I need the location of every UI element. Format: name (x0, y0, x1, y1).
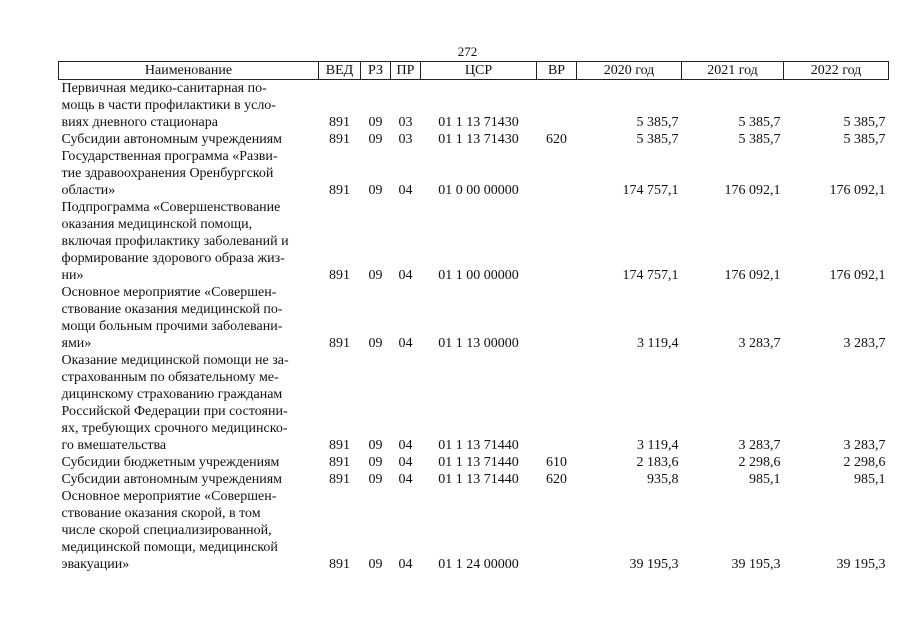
row-rz: 09 (368, 472, 383, 487)
row-rz: 09 (368, 557, 383, 572)
row-ved: 891 (329, 455, 350, 470)
row-ved: 891 (329, 472, 350, 487)
row-name: Субсидии бюджетным учреждениям (61, 455, 280, 470)
header-2022: 2022 год (784, 62, 889, 80)
row-2020: 39 195,3 (629, 557, 679, 572)
row-2020: 935,8 (647, 472, 679, 487)
table-row (59, 148, 889, 199)
row-vr (537, 284, 577, 352)
header-name: Наименование (59, 62, 319, 80)
header-2021: 2021 год (682, 62, 784, 80)
row-2022: 5 385,7 (843, 132, 886, 147)
row-pr: 04 (398, 472, 413, 487)
row-csr: 01 1 13 71430 (438, 115, 519, 130)
table-row (59, 284, 889, 352)
row-csr: 01 0 00 00000 (438, 183, 519, 198)
header-pr: ПР (391, 62, 421, 80)
row-vr: 610 (546, 455, 567, 470)
row-rz: 09 (368, 183, 383, 198)
row-ved: 891 (329, 268, 350, 283)
row-2020: 3 119,4 (637, 336, 679, 351)
row-rz: 09 (368, 438, 383, 453)
row-vr (537, 488, 577, 573)
row-2020: 2 183,6 (636, 455, 679, 470)
row-ved: 891 (329, 183, 350, 198)
row-2020: 5 385,7 (636, 115, 679, 130)
row-name: Оказание медицинской помощи не за- страхованным по обязательному ме- дицинскому страхованию гражданам Российской Федерации при состояни- ях, требующих срочного медицинско- го вмешательства (61, 353, 289, 453)
row-2021: 3 283,7 (738, 438, 781, 453)
row-2021: 2 298,6 (738, 455, 781, 470)
row-rz: 09 (368, 455, 383, 470)
table-row (59, 488, 889, 573)
row-2022: 985,1 (854, 472, 886, 487)
row-name: Субсидии автономным учреждениям (61, 132, 283, 147)
row-rz: 09 (368, 268, 383, 283)
row-rz: 09 (368, 115, 383, 130)
row-vr: 620 (546, 472, 567, 487)
row-2022: 5 385,7 (843, 115, 886, 130)
row-2021: 176 092,1 (724, 183, 781, 198)
row-csr: 01 1 13 71440 (438, 472, 519, 487)
row-vr (537, 199, 577, 284)
row-2022: 3 283,7 (843, 336, 886, 351)
row-name: Государственная программа «Разви- тие здравоохранения Оренбургской области» (61, 149, 278, 198)
row-2022: 176 092,1 (829, 268, 886, 283)
row-2021: 176 092,1 (724, 268, 781, 283)
header-ved: ВЕД (319, 62, 361, 80)
row-name: Основное мероприятие «Совершен- ствование оказания медицинской по- мощи больным прочими заболевани- ями» (61, 285, 283, 351)
row-2021: 39 195,3 (731, 557, 781, 572)
row-csr: 01 1 24 00000 (438, 557, 519, 572)
header-2020: 2020 год (577, 62, 682, 80)
row-pr: 04 (398, 183, 413, 198)
row-name: Основное мероприятие «Совершен- ствование оказания скорой, в том числе скорой специализированной, медицинской помощи, медицинской эвакуации» (61, 489, 278, 572)
row-ved: 891 (329, 336, 350, 351)
row-2021: 5 385,7 (738, 115, 781, 130)
row-csr: 01 1 13 71430 (438, 132, 519, 147)
row-ved: 891 (329, 557, 350, 572)
row-2022: 3 283,7 (843, 438, 886, 453)
row-2021: 3 283,7 (738, 336, 781, 351)
table-row (59, 352, 889, 454)
table-row (59, 80, 889, 132)
table-row (59, 131, 889, 148)
row-ved: 891 (329, 438, 350, 453)
row-2022: 2 298,6 (843, 455, 886, 470)
header-rz: РЗ (361, 62, 391, 80)
row-name: Первичная медико-санитарная по- мощь в части профилактики в усло- виях дневного стационара (61, 81, 276, 130)
row-vr (537, 148, 577, 199)
row-vr (537, 352, 577, 454)
row-pr: 03 (398, 115, 413, 130)
row-ved: 891 (329, 115, 350, 130)
header-vr: ВР (537, 62, 577, 80)
row-2022: 176 092,1 (829, 183, 886, 198)
header-csr: ЦСР (421, 62, 537, 80)
row-pr: 04 (398, 455, 413, 470)
row-pr: 04 (398, 557, 413, 572)
row-2020: 5 385,7 (636, 132, 679, 147)
row-2022: 39 195,3 (836, 557, 886, 572)
row-csr: 01 1 00 00000 (438, 268, 519, 283)
row-csr: 01 1 13 71440 (438, 438, 519, 453)
row-vr (537, 80, 577, 132)
row-2020: 3 119,4 (637, 438, 679, 453)
row-pr: 04 (398, 438, 413, 453)
budget-table (58, 61, 889, 573)
row-csr: 01 1 13 71440 (438, 455, 519, 470)
row-pr: 04 (398, 336, 413, 351)
header-row (59, 62, 889, 80)
row-vr: 620 (546, 132, 567, 147)
row-pr: 03 (398, 132, 413, 147)
row-rz: 09 (368, 132, 383, 147)
row-rz: 09 (368, 336, 383, 351)
row-2021: 985,1 (749, 472, 781, 487)
row-2020: 174 757,1 (622, 183, 679, 198)
row-csr: 01 1 13 00000 (438, 336, 519, 351)
page-number: 272 (457, 44, 478, 59)
table-row (59, 454, 889, 471)
row-name: Подпрограмма «Совершенствование оказания медицинской помощи, включая профилактику заболеваний и формирование здорового образа жиз- ни» (61, 200, 289, 283)
row-2021: 5 385,7 (738, 132, 781, 147)
row-name: Субсидии автономным учреждениям (61, 472, 283, 487)
table-row (59, 199, 889, 284)
row-2020: 174 757,1 (622, 268, 679, 283)
row-pr: 04 (398, 268, 413, 283)
row-ved: 891 (329, 132, 350, 147)
table-row (59, 471, 889, 488)
